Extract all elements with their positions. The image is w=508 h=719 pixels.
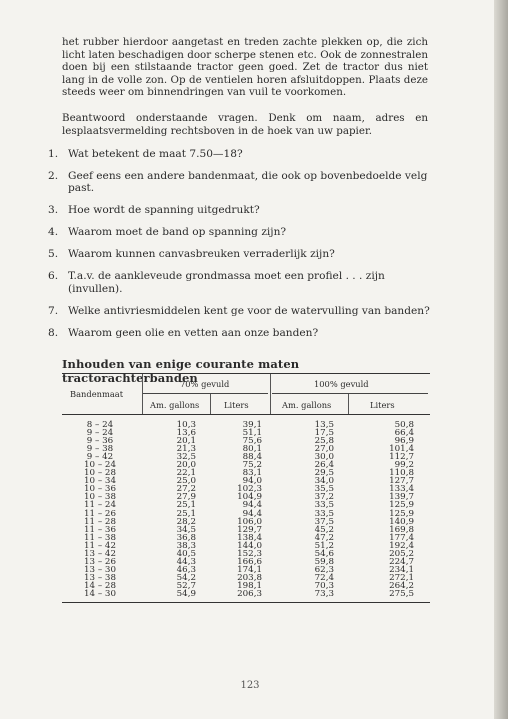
question-item: [48, 327, 430, 339]
table-cell: 140,9: [389, 516, 414, 527]
table-cell: 62,3: [314, 564, 334, 575]
table-title: Inhouden van enige courante maten tractorachterbanden: [62, 357, 300, 385]
table-cell: 75,2: [242, 460, 262, 471]
table-cell: 13 – 26: [84, 556, 116, 567]
header-liters-100: Liters: [370, 400, 395, 410]
table-cell: 11 – 38: [84, 532, 116, 543]
table-cell: 27,9: [176, 492, 196, 503]
table-cell: 40,5: [176, 548, 196, 559]
table-cell: 174,1: [237, 564, 262, 575]
table-cell: 9 – 38: [86, 444, 114, 455]
table-cell: 127,7: [389, 476, 414, 487]
table-cell: 94,4: [242, 508, 262, 519]
table-cell: 66,4: [394, 428, 414, 439]
header-gallons-70: Am. gallons: [150, 400, 200, 410]
question-item: [48, 204, 430, 216]
question-item: [48, 248, 430, 260]
table-cell: 99,2: [394, 460, 414, 471]
header-rule-100: [272, 393, 428, 394]
table-cell: 9 – 24: [86, 428, 114, 439]
question-text: Hoe wordt de spanning uitgedrukt?: [68, 204, 260, 217]
question-text: T.a.v. de aankleveude grondmassa moet een profiel . . . zijn (invullen).: [68, 270, 385, 295]
question-text: Waarom moet de band op spanning zijn?: [68, 226, 287, 239]
table-cell: 26,4: [314, 460, 334, 471]
table-cell: 27,2: [176, 484, 196, 495]
table-cell: 88,4: [242, 452, 262, 463]
page-number: 123: [240, 680, 260, 691]
question-number: 7.: [48, 304, 59, 317]
table-cell: 104,9: [237, 492, 262, 503]
question-text: Welke antivriesmiddelen kent ge voor de watervulling van banden?: [68, 304, 430, 317]
header-divider: [210, 394, 211, 414]
table-cell: 10 – 34: [84, 476, 116, 487]
table-cell: 38,3: [176, 540, 196, 551]
header-group-70: 70% gevuld: [180, 379, 230, 389]
header-gallons-100: Am. gallons: [282, 400, 332, 410]
table-cell: 203,8: [237, 572, 262, 583]
question-item: [48, 148, 430, 160]
table-cell: 125,9: [389, 500, 414, 511]
table-cell: 17,5: [314, 428, 334, 439]
question-number: 3.: [48, 204, 59, 217]
question-number: 8.: [48, 326, 59, 339]
question-item: [48, 305, 430, 317]
question-text: Wat betekent de maat 7.50—18?: [68, 148, 243, 160]
table-cell: 11 – 42: [84, 540, 116, 551]
table-cell: 10,3: [176, 420, 196, 430]
header-divider: [270, 374, 271, 414]
table-cell: 102,3: [237, 484, 262, 495]
table-cell: 20,1: [176, 436, 196, 447]
question-text: Waarom kunnen canvasbreuken verraderlijk zijn?: [68, 248, 335, 261]
table-cell: 110,8: [389, 468, 414, 479]
table-cell: 37,2: [314, 492, 334, 503]
table-cell: 11 – 24: [84, 500, 116, 511]
table-cell: 14 – 30: [84, 588, 116, 599]
table-cell: 83,1: [242, 468, 262, 479]
table-cell: 39,1: [242, 420, 262, 430]
table-cell: 264,2: [389, 580, 414, 591]
table-cell: 59,8: [314, 556, 334, 567]
table-cell: 25,1: [176, 508, 196, 519]
table-cell: 133,4: [389, 484, 414, 495]
table-cell: 72,4: [314, 572, 334, 583]
table-cell: 144,0: [237, 540, 262, 551]
table-cell: 94,4: [242, 500, 262, 511]
table-cell: 10 – 24: [84, 460, 116, 471]
table-cell: 44,3: [176, 556, 196, 567]
table-cell: 13 – 38: [84, 572, 116, 583]
question-list: [48, 148, 430, 349]
table-cell: 33,5: [314, 500, 334, 511]
table-cell: 45,2: [314, 524, 334, 535]
table-cell: 20,0: [176, 460, 196, 471]
table-cell: 35,5: [314, 484, 334, 495]
table-cell: 34,5: [176, 524, 196, 535]
table-cell: 11 – 36: [84, 524, 116, 535]
table-cell: 11 – 28: [84, 516, 116, 527]
table-cell: 138,4: [237, 532, 262, 543]
header-size: Bandenmaat: [70, 389, 124, 399]
table-cell: 51,2: [314, 540, 334, 551]
table-cell: 51,1: [242, 428, 262, 439]
header-group-100: 100% gevuld: [314, 379, 369, 389]
table-cell: 8 – 24: [86, 420, 114, 430]
instruction-text: Beantwoord onderstaande vragen. Denk om naam, adres en lesplaatsvermelding rechtsboven in de hoek van uw papier.: [62, 112, 428, 137]
question-number: 6.: [48, 270, 59, 283]
question-item: [48, 270, 430, 295]
table-cell: 32,5: [176, 452, 196, 463]
table-cell: 13,5: [314, 420, 334, 430]
table-cell: 54,2: [176, 572, 196, 583]
question-text: Geef eens een andere bandenmaat, die ook op bovenbedoelde velg past.: [68, 170, 428, 195]
header-rule-70: [142, 393, 268, 394]
table-cell: 13,6: [176, 428, 196, 439]
question-item: [48, 226, 430, 238]
table-cell: 96,9: [394, 436, 414, 447]
table-header: [62, 374, 430, 415]
table-cell: 10 – 36: [84, 484, 116, 495]
header-divider: [348, 394, 349, 414]
table-cell: 177,4: [389, 532, 414, 543]
table-cell: 192,4: [389, 540, 414, 551]
question-number: 4.: [48, 226, 59, 239]
table-cell: 13 – 30: [84, 564, 116, 575]
page-edge-shadow: [494, 0, 508, 719]
table-cell: 272,1: [389, 572, 414, 583]
table-cell: 46,3: [176, 564, 196, 575]
table-cell: 206,3: [237, 588, 262, 599]
header-divider: [142, 374, 143, 414]
table-cell: 94,0: [242, 476, 262, 487]
table-cell: 25,8: [314, 436, 334, 447]
table-cell: 275,5: [389, 588, 414, 599]
table-cell: 9 – 42: [86, 452, 114, 463]
question-text: Waarom geen olie en vetten aan onze banden?: [68, 326, 319, 339]
table-cell: 25,0: [176, 476, 196, 487]
table-cell: 101,4: [389, 444, 414, 455]
table-cell: 34,0: [314, 476, 334, 487]
question-number: 2.: [48, 170, 59, 182]
table-cell: 10 – 28: [84, 468, 116, 479]
table-cell: 11 – 26: [84, 508, 116, 519]
intro-text: het rubber hierdoor aangetast en treden zachte plekken op, die zich licht laten beschadigen door scherpe stenen etc. Ook de zonnestralen doen bij een stilstaande tractor geen goed. Zet de tractor dus niet lang in de volle zon. Op de ventielen horen afsluitdoppen. Plaats deze steeds weer om binnendringen van vuil te voorkomen.: [62, 36, 428, 99]
table-cell: 21,3: [176, 444, 196, 455]
table-cell: 75,6: [242, 436, 262, 447]
table-cell: 25,1: [176, 500, 196, 511]
table-cell: 106,0: [237, 516, 262, 527]
table-cell: 28,2: [176, 516, 196, 527]
intro-paragraph: [62, 36, 428, 99]
table-row: [62, 590, 430, 598]
tire-capacity-table: [62, 373, 430, 603]
table-cell: 27,0: [314, 444, 334, 455]
table-cell: 50,8: [394, 420, 414, 430]
table-cell: 9 – 36: [86, 436, 114, 447]
table-cell: 234,1: [389, 564, 414, 575]
table-body: [62, 415, 430, 602]
table-cell: 224,7: [389, 556, 414, 567]
table-cell: 169,8: [389, 524, 414, 535]
table-cell: 125,9: [389, 508, 414, 519]
table-cell: 166,6: [237, 556, 262, 567]
table-cell: 22,1: [176, 468, 196, 479]
table-cell: 36,8: [176, 532, 196, 543]
table-cell: 80,1: [242, 444, 262, 455]
table-cell: 70,3: [314, 580, 334, 591]
table-cell: 139,7: [389, 492, 414, 503]
table-cell: 129,7: [237, 524, 262, 535]
table-cell: 205,2: [389, 548, 414, 559]
table-cell: 152,3: [237, 548, 262, 559]
table-cell: 30,0: [314, 452, 334, 463]
table-cell: 47,2: [314, 532, 334, 543]
table-cell: 13 – 42: [84, 548, 116, 559]
header-liters-70: Liters: [224, 400, 249, 410]
question-item: [48, 170, 430, 195]
table-cell: 29,5: [314, 468, 334, 479]
table-cell: 54,9: [176, 588, 196, 599]
table-cell: 37,5: [314, 516, 334, 527]
table-cell: 10 – 38: [84, 492, 116, 503]
table-cell: 54,6: [314, 548, 334, 559]
table-cell: 198,1: [237, 580, 262, 591]
instruction-paragraph: [62, 112, 428, 137]
table-cell: 14 – 28: [84, 580, 116, 591]
table-cell: 52,7: [176, 580, 196, 591]
question-number: 5.: [48, 248, 59, 261]
table-cell: 33,5: [314, 508, 334, 519]
table-cell: 73,3: [314, 588, 334, 599]
question-number: 1.: [48, 148, 59, 160]
table-cell: 112,7: [389, 452, 414, 463]
